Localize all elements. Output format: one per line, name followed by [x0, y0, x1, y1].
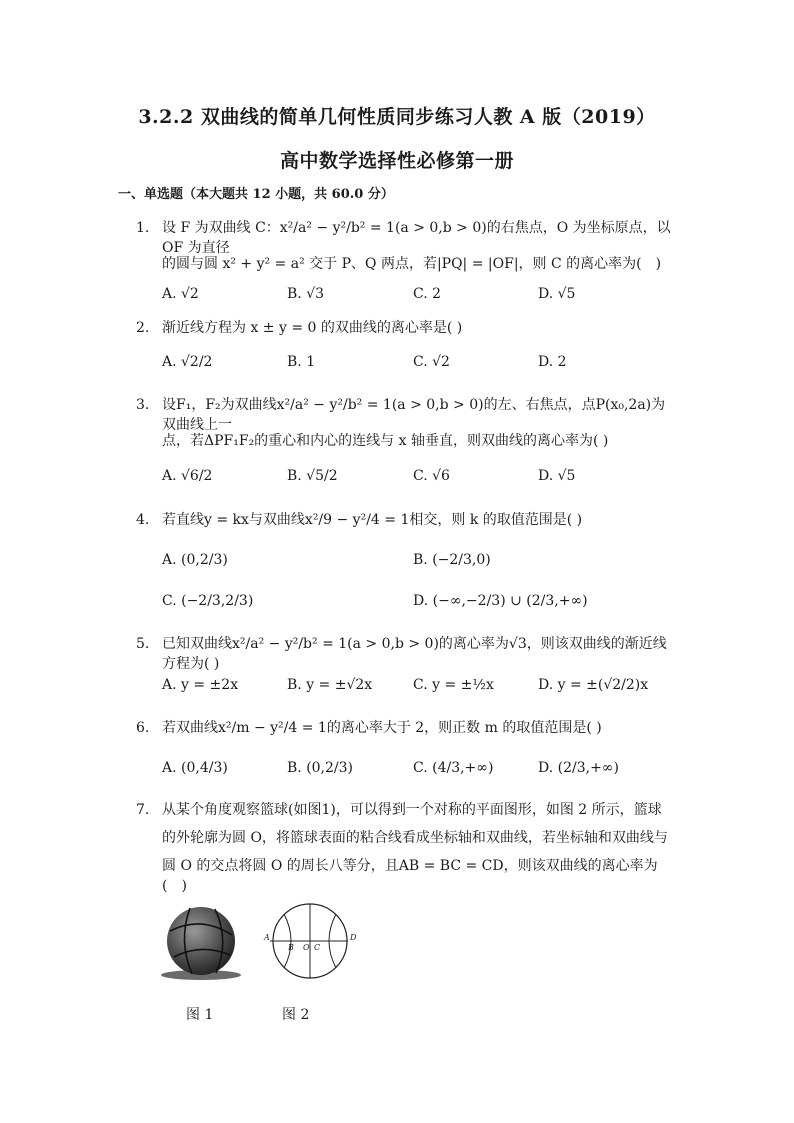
- option-a: A. (0,2/3): [162, 552, 228, 568]
- document-title-line1: 3.2.2 双曲线的简单几何性质同步练习人教 A 版（2019）: [138, 106, 656, 128]
- option-b: B. y = ±√2x: [287, 677, 373, 693]
- document-title-line2: 高中数学选择性必修第一册: [279, 150, 514, 172]
- question-number: 7.: [136, 802, 150, 818]
- label-d: D: [350, 933, 357, 942]
- option-b: B. (0,2/3): [287, 760, 354, 776]
- question-number: 6.: [136, 720, 150, 736]
- question-text-line: 若双曲线x²/m − y²/4 = 1的离心率大于 2，则正数 m 的取值范围是( ): [162, 720, 602, 736]
- option-d: D. 2: [538, 354, 567, 370]
- question-number: 5.: [136, 636, 150, 652]
- question-text-line: 渐近线方程为 x ± y = 0 的双曲线的离心率是( ): [162, 320, 463, 336]
- figure-1-basketball-photo: [160, 905, 242, 980]
- option-d: D. (2/3,+∞): [538, 760, 619, 776]
- option-c: C. √2: [413, 354, 450, 370]
- option-c: C. y = ±½x: [413, 677, 494, 693]
- label-c: C: [314, 943, 321, 952]
- question-number: 3.: [136, 397, 150, 413]
- option-b: B. √3: [287, 286, 325, 302]
- option-a: A. √6/2: [162, 468, 213, 484]
- question-text-line: 圆 O 的交点将圆 O 的周长八等分，且AB = BC = CD，则该双曲线的离心率为( ): [162, 858, 658, 894]
- question-text-line: 的外轮廓为圆 O，将篮球表面的粘合线看成坐标轴和双曲线，若坐标轴和双曲线与: [162, 830, 668, 846]
- option-a: A. y = ±2x: [162, 677, 239, 693]
- figure-1-caption: 图 1: [186, 1007, 214, 1023]
- question-text-line: 点，若ΔPF₁F₂的重心和内心的连线与 x 轴垂直，则双曲线的离心率为( ): [162, 433, 609, 449]
- question-number: 2.: [136, 320, 150, 336]
- section-heading: 一、单选题（本大题共 12 小题，共 60.0 分）: [118, 187, 394, 202]
- option-b: B. (−2/3,0): [413, 552, 491, 568]
- question-text-line: 从某个角度观察篮球(如图1)，可以得到一个对称的平面图形，如图 2 所示，篮球: [162, 802, 662, 818]
- question-text-line: 已知双曲线x²/a² − y²/b² = 1(a > 0,b > 0)的离心率为√3，则该双曲线的渐近线方程为( ): [162, 636, 667, 672]
- question-number: 1.: [136, 220, 150, 236]
- option-c: C. (−2/3,2/3): [162, 593, 254, 609]
- label-o: O: [303, 943, 310, 952]
- question-number: 4.: [136, 512, 150, 528]
- option-d: D. √5: [538, 286, 576, 302]
- label-a: A: [264, 933, 270, 942]
- option-c: C. (4/3,+∞): [413, 760, 494, 776]
- question-text-line: 的圆与圆 x² + y² = a² 交于 P、Q 两点，若|PQ| = |OF|，则 C 的离心率为( ): [162, 256, 662, 272]
- question-text-line: 若直线y = kx与双曲线x²/9 − y²/4 = 1相交，则 k 的取值范围是( ): [162, 512, 583, 528]
- option-c: C. 2: [413, 286, 442, 302]
- option-a: A. √2: [162, 286, 199, 302]
- option-d: D. √5: [538, 468, 576, 484]
- figure-2-circle-hyperbola-diagram: [262, 903, 358, 979]
- option-d: D. (−∞,−2/3) ∪ (2/3,+∞): [413, 593, 588, 609]
- question-text-line: 设 F 为双曲线 C：x²/a² − y²/b² = 1(a > 0,b > 0)的右焦点，O 为坐标原点，以 OF 为直径: [162, 220, 671, 256]
- figure-2-caption: 图 2: [282, 1007, 310, 1023]
- option-c: C. √6: [413, 468, 450, 484]
- question-text-line: 设F₁，F₂为双曲线x²/a² − y²/b² = 1(a > 0,b > 0)的左、右焦点，点P(x₀,2a)为双曲线上一: [162, 397, 666, 433]
- option-b: B. 1: [287, 354, 316, 370]
- option-a: A. (0,4/3): [162, 760, 228, 776]
- option-b: B. √5/2: [287, 468, 338, 484]
- option-a: A. √2/2: [162, 354, 213, 370]
- label-b: B: [288, 943, 294, 952]
- option-d: D. y = ±(√2/2)x: [538, 677, 649, 693]
